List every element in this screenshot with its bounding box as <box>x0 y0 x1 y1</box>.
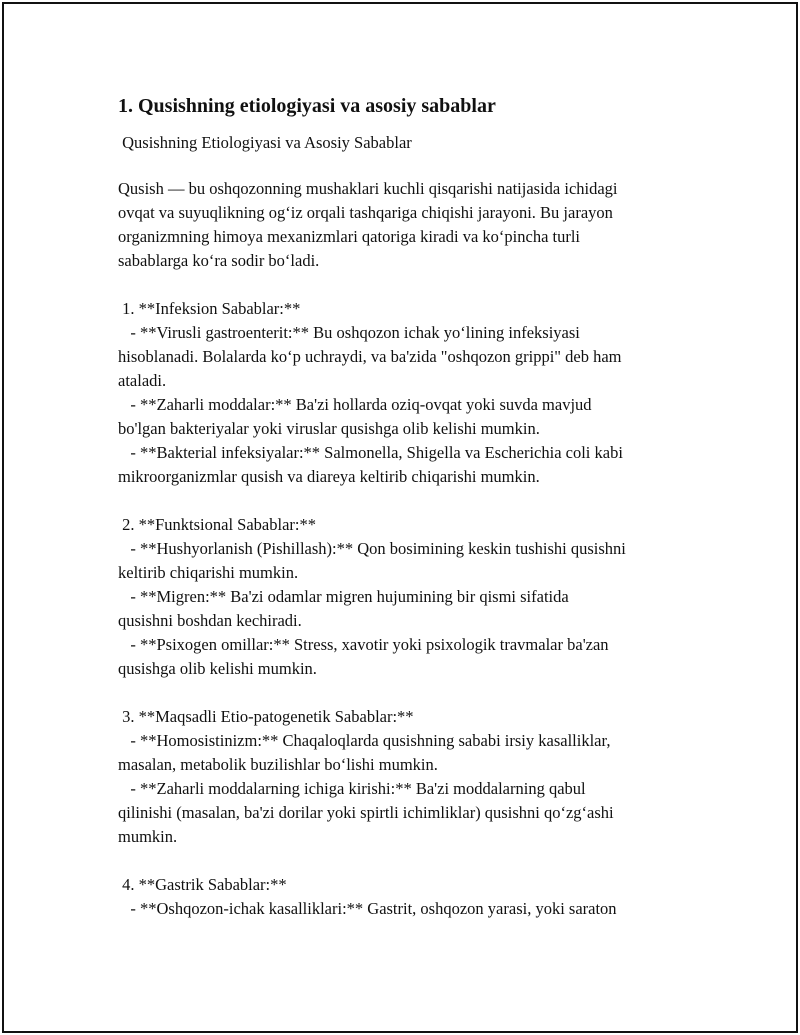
section-title: 1. **Infeksion Sabablar:** <box>118 299 301 318</box>
intro-line: ovqat va suyuqlikning og‘iz orqali tashqariga chiqishi jarayoni. Bu jarayon <box>118 203 613 222</box>
document-body <box>118 92 718 921</box>
list-item-line: - **Psixogen omillar:** Stress, xavotir yoki psixologik travmalar ba'zan <box>118 635 609 654</box>
section-funktsional <box>118 513 718 681</box>
list-item <box>118 393 718 441</box>
list-item-line: qilinishi (masalan, ba'zi dorilar yoki spirtli ichimliklar) qusishni qo‘zg‘ashi <box>118 803 614 822</box>
list-item-line: masalan, metabolik buzilishlar bo‘lishi mumkin. <box>118 755 438 774</box>
section-gastrik <box>118 873 718 921</box>
list-item-line: hisoblanadi. Bolalarda ko‘p uchraydi, va ba'zida "oshqozon grippi" deb ham <box>118 347 622 366</box>
list-item-line: qusishga olib kelishi mumkin. <box>118 659 317 678</box>
section-title: 2. **Funktsional Sabablar:** <box>118 515 316 534</box>
page-title: 1. Qusishning etiologiyasi va asosiy sabablar <box>118 95 496 117</box>
section-infeksion <box>118 297 718 489</box>
document-subtitle: Qusishning Etiologiyasi va Asosiy Sabablar <box>118 133 412 152</box>
list-item-line: - **Migren:** Ba'zi odamlar migren hujumining bir qismi sifatida <box>118 587 569 606</box>
section-maqsadli <box>118 705 718 849</box>
list-item-line: mumkin. <box>118 827 178 846</box>
list-item <box>118 729 718 777</box>
intro-paragraph <box>118 177 718 273</box>
list-item-line: - **Zaharli moddalarning ichiga kirishi:** Ba'zi moddalarning qabul <box>118 779 586 798</box>
section-title: 3. **Maqsadli Etio-patogenetik Sabablar:** <box>118 707 414 726</box>
list-item-line: keltirib chiqarishi mumkin. <box>118 563 299 582</box>
list-item-line: - **Virusli gastroenterit:** Bu oshqozon ichak yo‘lining infeksiyasi <box>118 323 580 342</box>
list-item <box>118 585 718 633</box>
list-item <box>118 777 718 849</box>
list-item-line: - **Zaharli moddalar:** Ba'zi hollarda oziq-ovqat yoki suvda mavjud <box>118 395 592 414</box>
list-item <box>118 633 718 681</box>
intro-line: organizmning himoya mexanizmlari qatoriga kiradi va ko‘pincha turli <box>118 227 581 246</box>
list-item <box>118 537 718 585</box>
intro-line: sabablarga ko‘ra sodir bo‘ladi. <box>118 251 320 270</box>
list-item-line: mikroorganizmlar qusish va diareya keltirib chiqarishi mumkin. <box>118 467 540 486</box>
list-item-line: - **Homosistinizm:** Chaqaloqlarda qusishning sababi irsiy kasalliklar, <box>118 731 611 750</box>
list-item <box>118 897 718 921</box>
list-item <box>118 441 718 489</box>
intro-line: Qusish — bu oshqozonning mushaklari kuchli qisqarishi natijasida ichidagi <box>118 179 618 198</box>
list-item-line: - **Bakterial infeksiyalar:** Salmonella, Shigella va Escherichia coli kabi <box>118 443 623 462</box>
list-item-line: - **Oshqozon-ichak kasalliklari:** Gastrit, oshqozon yarasi, yoki saraton <box>118 899 617 918</box>
list-item-line: - **Hushyorlanish (Pishillash):** Qon bosimining keskin tushishi qusishni <box>118 539 626 558</box>
list-item-line: qusishni boshdan kechiradi. <box>118 611 302 630</box>
list-item-line: ataladi. <box>118 371 167 390</box>
list-item <box>118 321 718 393</box>
list-item-line: bo'lgan bakteriyalar yoki viruslar qusishga olib kelishi mumkin. <box>118 419 540 438</box>
section-title: 4. **Gastrik Sabablar:** <box>118 875 287 894</box>
